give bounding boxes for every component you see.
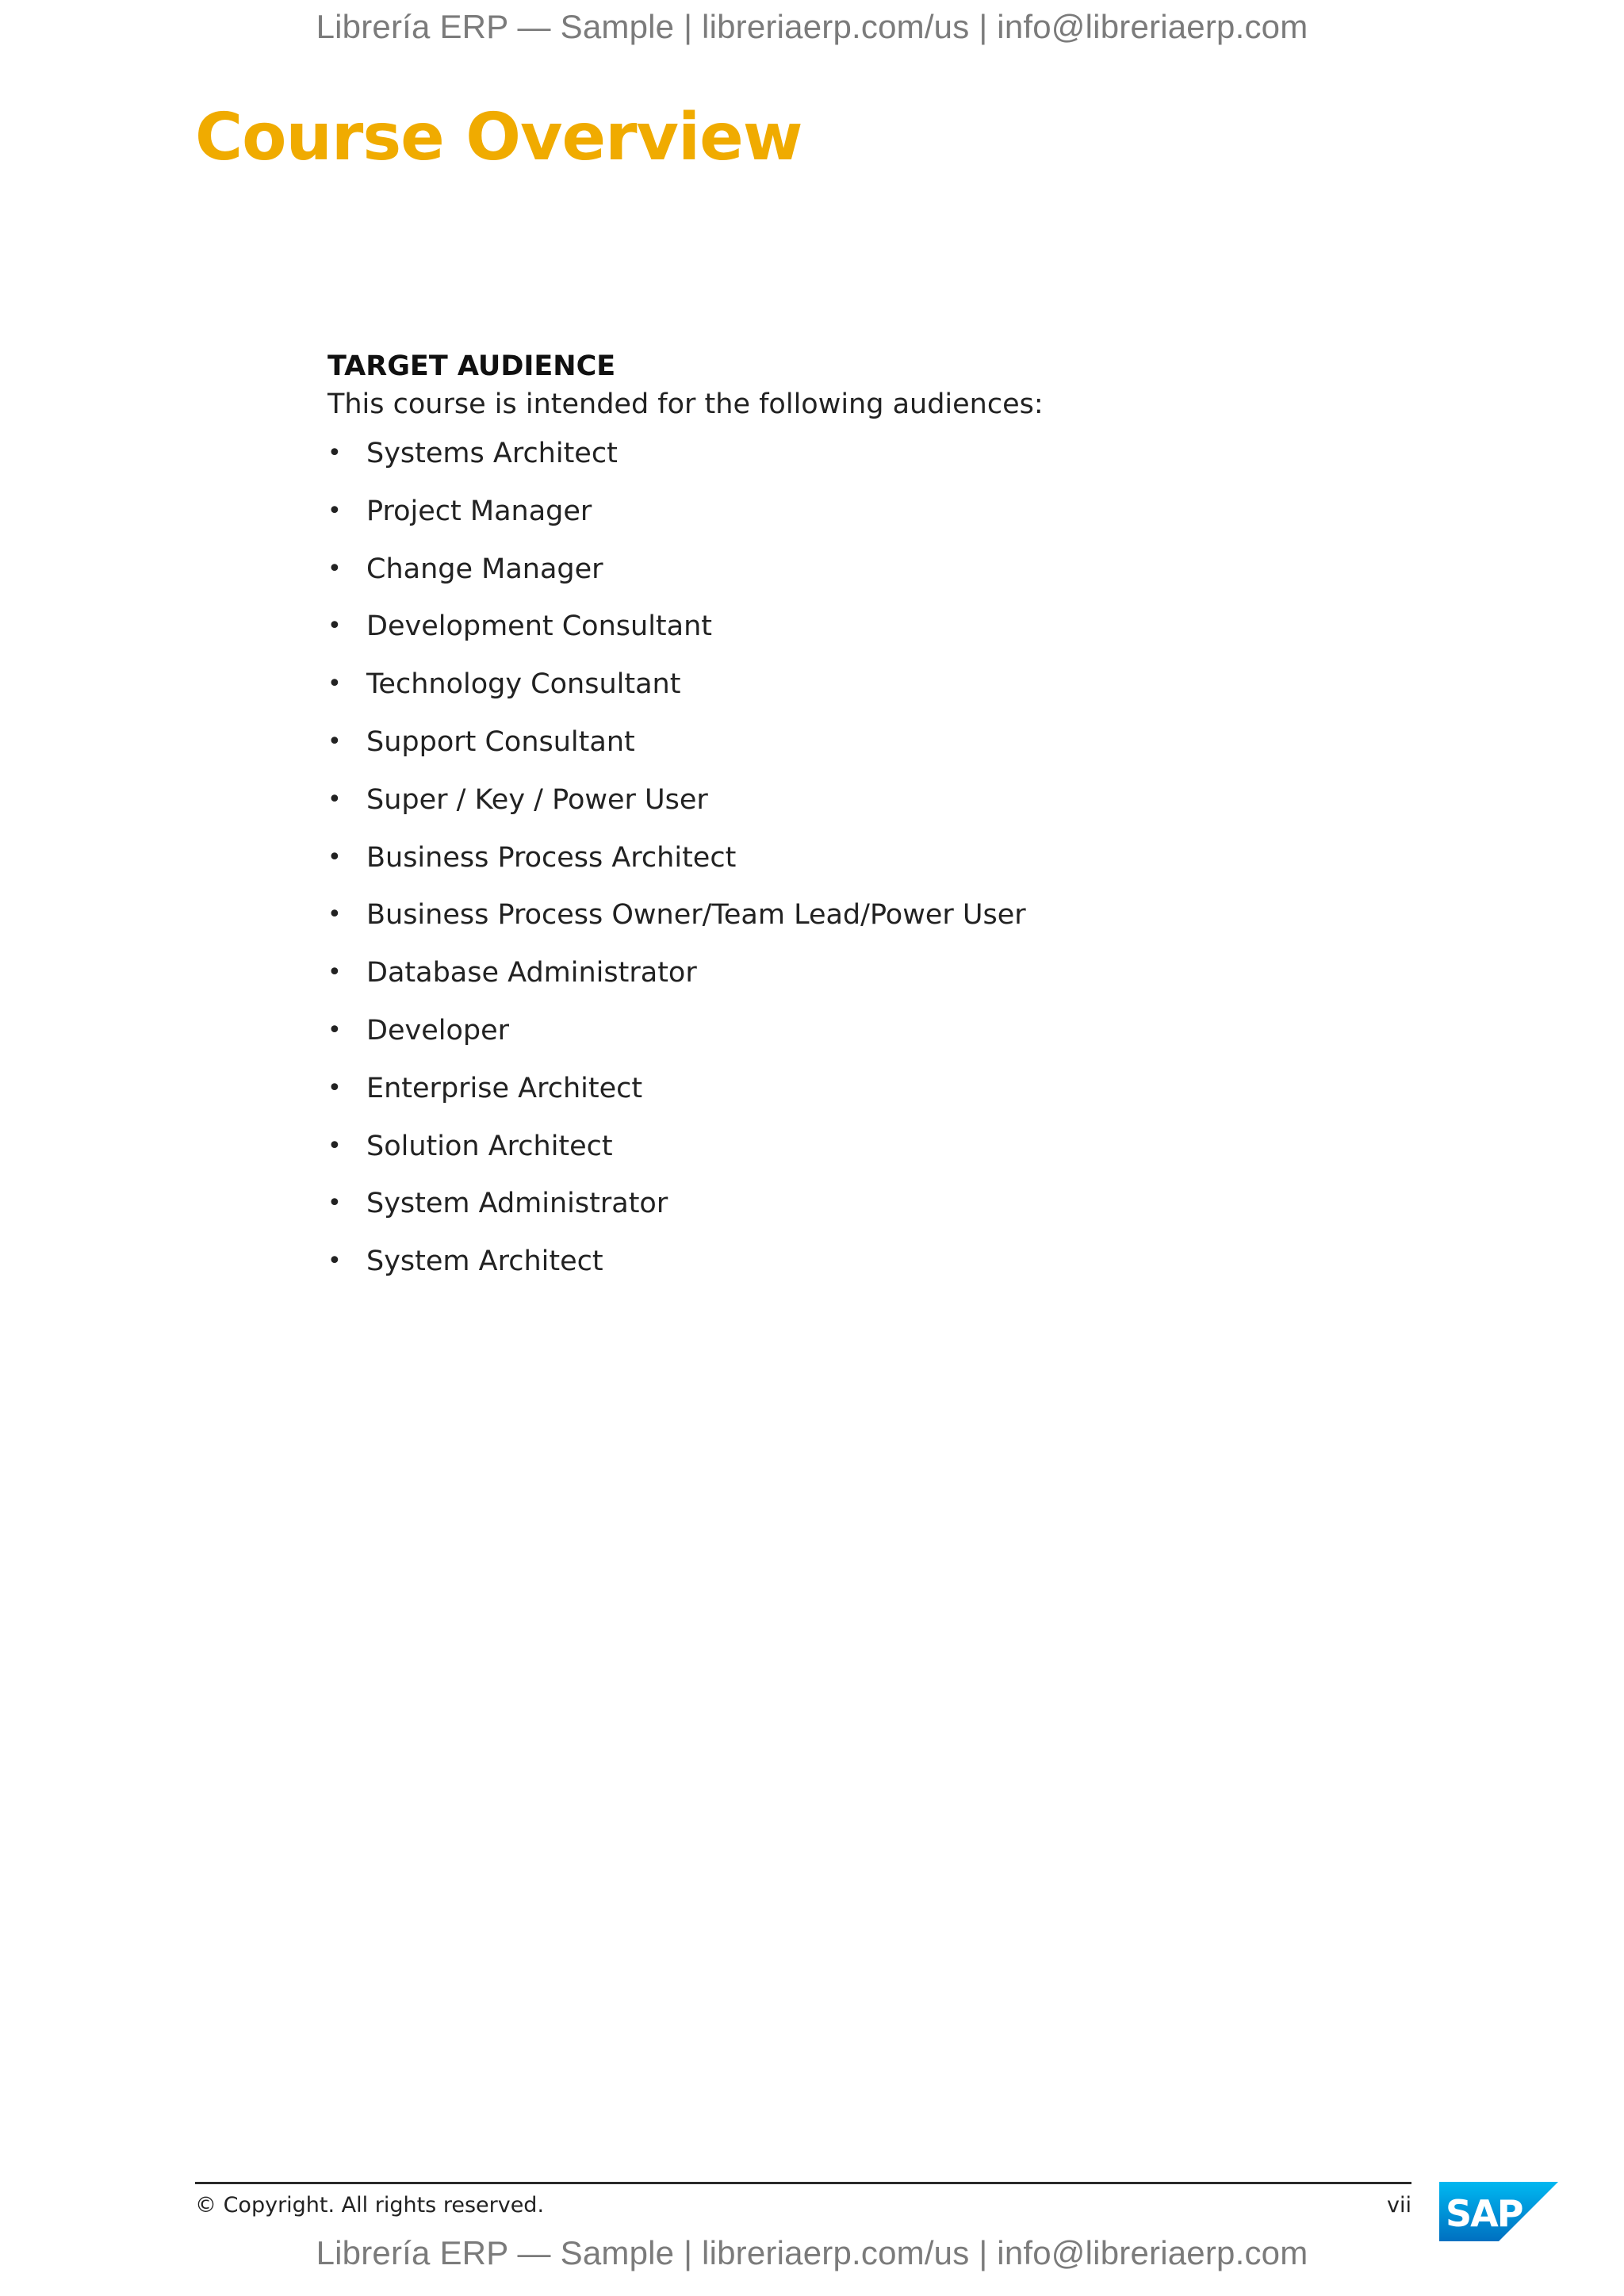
list-item-label: Business Process Owner/Team Lead/Power User xyxy=(366,899,1026,932)
bullet-icon: • xyxy=(327,901,342,929)
list-item-label: Systems Architect xyxy=(366,438,618,469)
bullet-icon: • xyxy=(327,1131,342,1160)
list-item-label: Super / Key / Power User xyxy=(366,783,708,816)
list-item-label: Support Consultant xyxy=(366,725,635,758)
intro-text: This course is intended for the following audiences: xyxy=(327,388,1044,420)
list-item-label: Development Consultant xyxy=(366,610,712,643)
list-item-label: Change Manager xyxy=(366,553,603,585)
page-number: vii xyxy=(1387,2193,1411,2218)
list-item xyxy=(327,1070,1438,1127)
list-item-label: Business Process Architect xyxy=(366,841,737,874)
list-item-label: Developer xyxy=(366,1014,510,1047)
list-item xyxy=(327,1242,1438,1300)
bullet-icon: • xyxy=(327,496,342,525)
bullet-icon: • xyxy=(327,612,342,641)
list-item-label: Technology Consultant xyxy=(366,668,681,701)
list-item xyxy=(327,1127,1438,1185)
list-item xyxy=(327,1184,1438,1242)
list-item xyxy=(327,723,1438,781)
list-item-label: System Administrator xyxy=(366,1188,668,1220)
page-title: Course Overview xyxy=(195,100,802,175)
list-item xyxy=(327,607,1438,665)
bullet-icon: • xyxy=(327,1247,342,1276)
list-item-label: Database Administrator xyxy=(366,957,697,989)
list-item xyxy=(327,434,1438,492)
audience-list xyxy=(327,434,1438,1300)
footer-divider xyxy=(195,2182,1411,2184)
list-item-label: Enterprise Architect xyxy=(366,1072,643,1104)
bullet-icon: • xyxy=(327,1073,342,1102)
section-heading: TARGET AUDIENCE xyxy=(327,350,616,382)
list-item xyxy=(327,492,1438,550)
list-item-label: System Architect xyxy=(366,1246,603,1278)
list-item xyxy=(327,839,1438,897)
list-item-label: Project Manager xyxy=(366,495,592,527)
bullet-icon: • xyxy=(327,1016,342,1044)
bullet-icon: • xyxy=(327,843,342,871)
list-item xyxy=(327,665,1438,723)
bullet-icon: • xyxy=(327,554,342,583)
list-item xyxy=(327,896,1438,954)
sap-logo-text: SAP xyxy=(1446,2192,1522,2235)
list-item xyxy=(327,781,1438,839)
bullet-icon: • xyxy=(327,1189,342,1218)
sap-logo-icon xyxy=(1439,2182,1558,2241)
list-item xyxy=(327,954,1438,1012)
bullet-icon: • xyxy=(327,959,342,987)
bullet-icon: • xyxy=(327,785,342,813)
target-audience-section xyxy=(327,347,1438,1300)
list-item-label: Solution Architect xyxy=(366,1130,613,1162)
bullet-icon: • xyxy=(327,670,342,698)
copyright-text: © Copyright. All rights reserved. xyxy=(195,2193,545,2218)
bullet-icon: • xyxy=(327,727,342,756)
list-item xyxy=(327,550,1438,608)
watermark-bottom: Librería ERP — Sample | libreriaerp.com/us | info@libreriaerp.com xyxy=(316,2234,1308,2271)
bullet-icon: • xyxy=(327,439,342,467)
list-item xyxy=(327,1012,1438,1070)
watermark-top: Librería ERP — Sample | libreriaerp.com/us | info@libreriaerp.com xyxy=(316,8,1308,45)
